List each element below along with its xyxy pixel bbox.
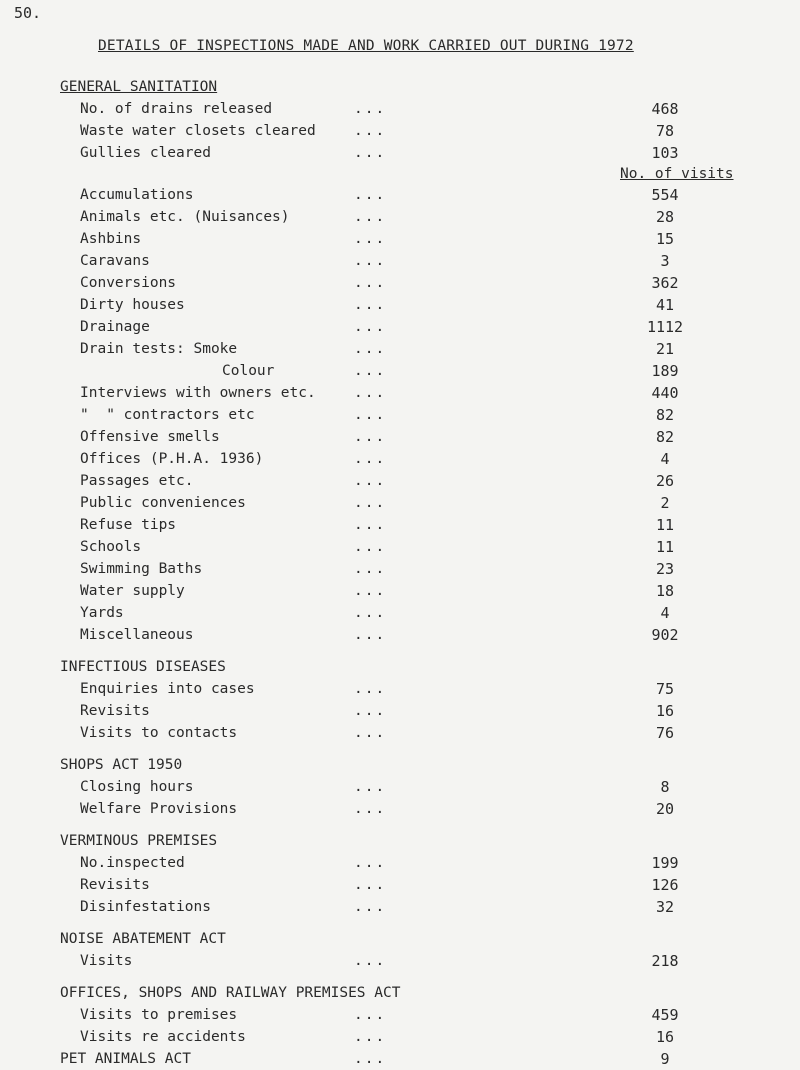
- leader-dots: ...: [354, 341, 387, 357]
- leader-dots: ...: [354, 319, 387, 335]
- table-row: [60, 382, 800, 404]
- table-row: [60, 602, 800, 624]
- row-label: PET ANIMALS ACT: [60, 1051, 191, 1067]
- row-label: Swimming Baths: [80, 561, 203, 577]
- row-value: 11: [655, 538, 675, 556]
- row-value: 75: [655, 680, 675, 698]
- row-label: " " contractors etc: [80, 407, 255, 423]
- row-label: Waste water closets cleared: [80, 123, 316, 139]
- row-label: Drain tests: Smoke: [80, 341, 238, 357]
- row-label: Welfare Provisions: [80, 801, 238, 817]
- section-heading-noise-abatement: NOISE ABATEMENT ACT: [60, 931, 226, 947]
- row-value: 16: [655, 702, 675, 720]
- table-row: [60, 404, 800, 426]
- table-row: [60, 250, 800, 272]
- table-row: [60, 448, 800, 470]
- row-value: 78: [655, 122, 675, 140]
- row-value: 9: [660, 1050, 670, 1068]
- table-row: [60, 426, 800, 448]
- leader-dots: ...: [354, 899, 387, 915]
- row-value: 459: [651, 1006, 679, 1024]
- table-row: [60, 120, 800, 142]
- leader-dots: ...: [354, 539, 387, 555]
- table-row: [60, 360, 800, 382]
- table-row: [60, 580, 800, 602]
- row-value: 82: [655, 428, 675, 446]
- leader-dots: ...: [354, 605, 387, 621]
- row-label: Conversions: [80, 275, 177, 291]
- leader-dots: ...: [354, 385, 387, 401]
- leader-dots: ...: [354, 877, 387, 893]
- row-value: 103: [651, 144, 679, 162]
- row-value: 126: [651, 876, 679, 894]
- table-row: [60, 536, 800, 558]
- leader-dots: ...: [354, 1007, 387, 1023]
- row-value: 11: [655, 516, 675, 534]
- row-label: Yards: [80, 605, 124, 621]
- table-row: [60, 1004, 800, 1026]
- row-label: Water supply: [80, 583, 185, 599]
- table-row: [60, 272, 800, 294]
- row-label: Colour: [222, 363, 275, 379]
- row-label: Offices (P.H.A. 1936): [80, 451, 264, 467]
- row-value: 18: [655, 582, 675, 600]
- leader-dots: ...: [354, 451, 387, 467]
- row-value: 26: [655, 472, 675, 490]
- row-label: Visits re accidents: [80, 1029, 246, 1045]
- row-label: Enquiries into cases: [80, 681, 255, 697]
- leader-dots: ...: [354, 101, 387, 117]
- table-row: [60, 852, 800, 874]
- row-value: 902: [651, 626, 679, 644]
- row-label: Visits to contacts: [80, 725, 238, 741]
- leader-dots: ...: [354, 231, 387, 247]
- table-row: [60, 228, 800, 250]
- table-row: [60, 142, 800, 164]
- leader-dots: ...: [354, 187, 387, 203]
- row-value: 20: [655, 800, 675, 818]
- section-heading-offices-shops-railway: OFFICES, SHOPS AND RAILWAY PREMISES ACT: [60, 985, 401, 1001]
- row-value: 41: [655, 296, 675, 314]
- row-value: 32: [655, 898, 675, 916]
- section-heading-infectious-diseases: INFECTIOUS DISEASES: [60, 659, 226, 675]
- table-row: [60, 98, 800, 120]
- row-label: Schools: [80, 539, 142, 555]
- row-value: 440: [651, 384, 679, 402]
- row-label: No. of drains released: [80, 101, 273, 117]
- section-heading-shops-act: SHOPS ACT 1950: [60, 757, 183, 773]
- leader-dots: ...: [354, 363, 387, 379]
- leader-dots: ...: [354, 495, 387, 511]
- table-row: [60, 338, 800, 360]
- table-row: [60, 874, 800, 896]
- row-label: Miscellaneous: [80, 627, 194, 643]
- leader-dots: ...: [354, 703, 387, 719]
- table-row: [60, 514, 800, 536]
- table-row: [60, 624, 800, 646]
- row-label: No.inspected: [80, 855, 185, 871]
- leader-dots: ...: [354, 297, 387, 313]
- row-value: 82: [655, 406, 675, 424]
- inspection-details: [60, 76, 800, 1070]
- row-label: Disinfestations: [80, 899, 211, 915]
- row-value: 76: [655, 724, 675, 742]
- row-value: 468: [651, 100, 679, 118]
- table-row: [60, 1026, 800, 1048]
- row-label: Passages etc.: [80, 473, 194, 489]
- table-row: [60, 776, 800, 798]
- table-row: [60, 722, 800, 744]
- table-row: [60, 896, 800, 918]
- table-row: [60, 316, 800, 338]
- row-label: Revisits: [80, 877, 150, 893]
- leader-dots: ...: [354, 429, 387, 445]
- leader-dots: ...: [354, 561, 387, 577]
- row-value: 189: [651, 362, 679, 380]
- leader-dots: ...: [354, 1029, 387, 1045]
- section-heading-pet-animals: [60, 1048, 800, 1070]
- row-value: 16: [655, 1028, 675, 1046]
- row-label: Dirty houses: [80, 297, 185, 313]
- leader-dots: ...: [354, 253, 387, 269]
- row-label: Drainage: [80, 319, 150, 335]
- document-title: DETAILS OF INSPECTIONS MADE AND WORK CARRIED OUT DURING 1972: [98, 38, 634, 54]
- leader-dots: ...: [354, 681, 387, 697]
- leader-dots: ...: [354, 517, 387, 533]
- row-label: Animals etc. (Nuisances): [80, 209, 290, 225]
- leader-dots: ...: [354, 725, 387, 741]
- row-label: Offensive smells: [80, 429, 220, 445]
- table-row: [60, 700, 800, 722]
- row-value: 8: [660, 778, 670, 796]
- leader-dots: ...: [354, 209, 387, 225]
- section-heading-general-sanitation: GENERAL SANITATION: [60, 79, 218, 95]
- table-row: [60, 798, 800, 820]
- column-header: No. of visits: [620, 166, 734, 182]
- leader-dots: ...: [354, 473, 387, 489]
- row-label: Public conveniences: [80, 495, 246, 511]
- table-row: [60, 950, 800, 972]
- row-label: Accumulations: [80, 187, 194, 203]
- row-label: Visits: [80, 953, 133, 969]
- leader-dots: ...: [354, 855, 387, 871]
- leader-dots: ...: [354, 123, 387, 139]
- row-label: Refuse tips: [80, 517, 177, 533]
- leader-dots: ...: [354, 275, 387, 291]
- row-value: 3: [660, 252, 670, 270]
- section-heading-verminous-premises: VERMINOUS PREMISES: [60, 833, 218, 849]
- row-value: 199: [651, 854, 679, 872]
- row-label: Ashbins: [80, 231, 142, 247]
- row-label: Caravans: [80, 253, 150, 269]
- leader-dots: ...: [354, 627, 387, 643]
- table-row: [60, 470, 800, 492]
- leader-dots: ...: [354, 1051, 387, 1067]
- page-number: 50.: [14, 4, 42, 22]
- table-row: [60, 184, 800, 206]
- row-label: Closing hours: [80, 779, 194, 795]
- leader-dots: ...: [354, 145, 387, 161]
- table-row: [60, 294, 800, 316]
- row-value: 2: [660, 494, 670, 512]
- leader-dots: ...: [354, 779, 387, 795]
- row-value: 554: [651, 186, 679, 204]
- leader-dots: ...: [354, 583, 387, 599]
- row-value: 362: [651, 274, 679, 292]
- row-label: Visits to premises: [80, 1007, 238, 1023]
- table-row: [60, 206, 800, 228]
- row-label: Revisits: [80, 703, 150, 719]
- leader-dots: ...: [354, 801, 387, 817]
- row-value: 23: [655, 560, 675, 578]
- row-value: 1112: [646, 318, 684, 336]
- table-row: [60, 558, 800, 580]
- table-row: [60, 678, 800, 700]
- row-value: 15: [655, 230, 675, 248]
- row-value: 4: [660, 604, 670, 622]
- row-value: 218: [651, 952, 679, 970]
- leader-dots: ...: [354, 407, 387, 423]
- row-value: 28: [655, 208, 675, 226]
- row-value: 21: [655, 340, 675, 358]
- table-row: [60, 492, 800, 514]
- row-value: 4: [660, 450, 670, 468]
- leader-dots: ...: [354, 953, 387, 969]
- row-label: Interviews with owners etc.: [80, 385, 316, 401]
- row-label: Gullies cleared: [80, 145, 211, 161]
